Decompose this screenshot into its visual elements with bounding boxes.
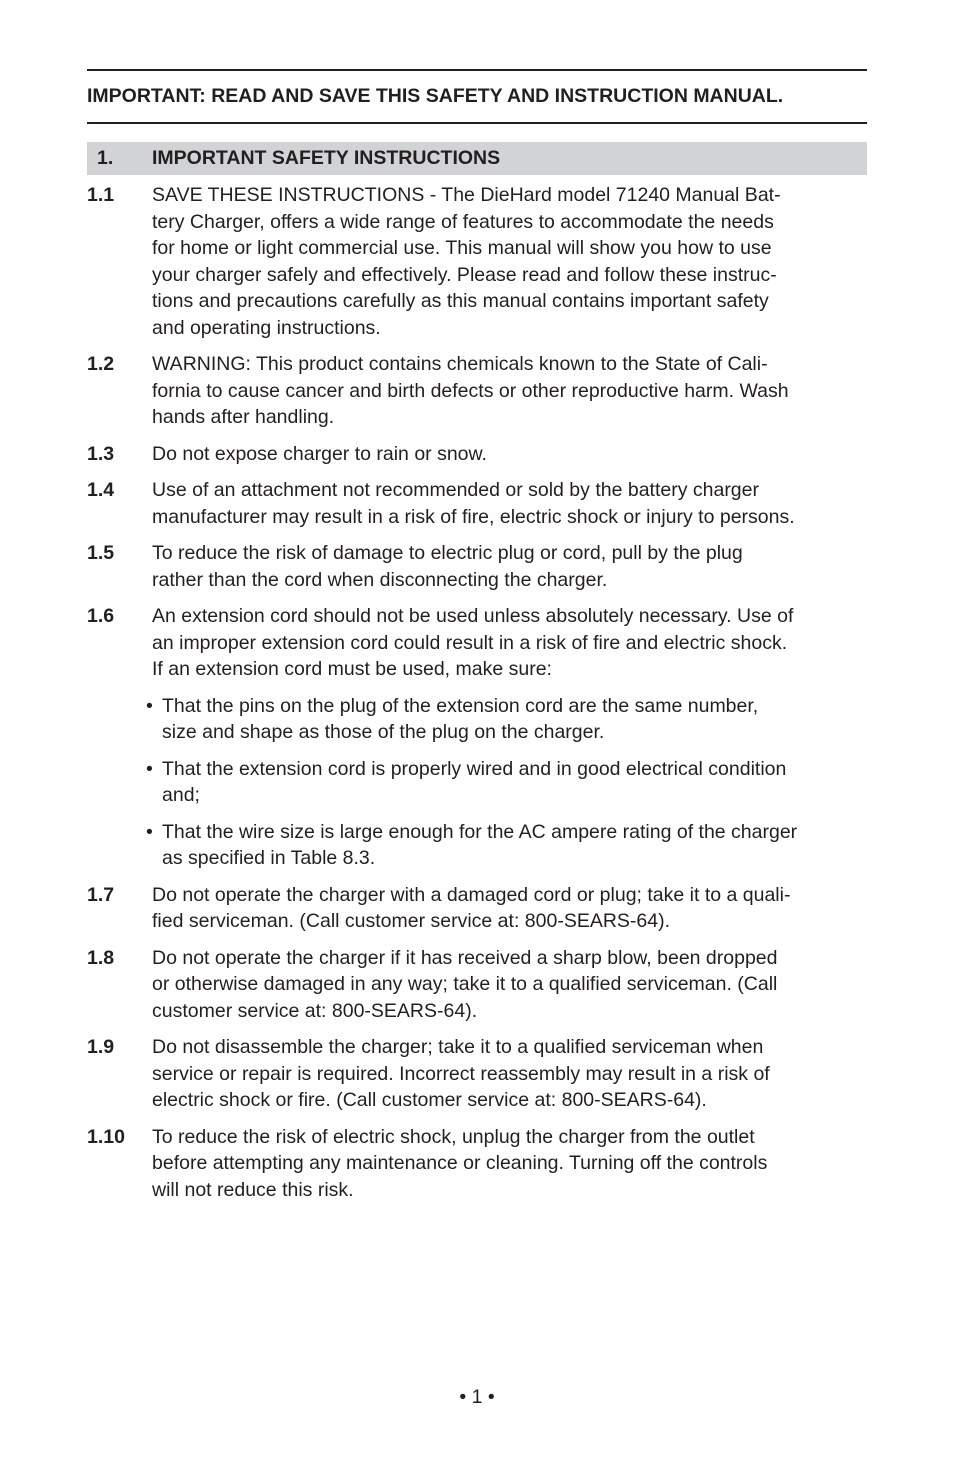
section-number: 1.: [97, 147, 114, 169]
bullet-glyph: •: [146, 757, 153, 780]
banner-bottom-rule: [87, 122, 867, 124]
item-number: 1.3: [87, 442, 115, 465]
instruction-item: [87, 351, 867, 431]
item-text: An extension cord should not be used unless absolutely necessary. Use of an improper extension cord could result in a risk of fire and electric shock. If an extension cord must be used, make sure:: [152, 605, 794, 680]
checklist-text: That the wire size is large enough for the AC ampere rating of the charger as specified in Table 8.3.: [162, 820, 798, 869]
instruction-item: [87, 945, 867, 1025]
instruction-item: [87, 441, 867, 468]
item-text: To reduce the risk of damage to electric plug or cord, pull by the plug rather than the cord when disconnecting the charger.: [152, 542, 743, 591]
checklist-text: That the extension cord is properly wired and in good electrical condition and;: [162, 757, 787, 806]
item-text: Do not operate the charger with a damaged cord or plug; take it to a quali- fied serviceman. (Call customer service at: 800-SEARS-64).: [152, 883, 791, 932]
instruction-item: [87, 540, 867, 593]
item-text: SAVE THESE INSTRUCTIONS - The DieHard model 71240 Manual Bat- tery Charger, offers a wide range of features to accommodate the needs for home or light commercial use. This manual will show you how to use your charger safely and effectively. Please read and follow these instruc- tions and precautions carefully as this manual contains important safety and operating instructions.: [152, 184, 781, 339]
instruction-item: [87, 882, 867, 935]
page-number: • 1 •: [459, 1386, 495, 1408]
item-text: Use of an attachment not recommended or sold by the battery charger manufacturer may result in a risk of fire, electric shock or injury to persons.: [152, 479, 795, 528]
item-number: 1.8: [87, 946, 115, 969]
instruction-item: [87, 477, 867, 530]
section-title: IMPORTANT SAFETY INSTRUCTIONS: [152, 147, 501, 169]
item-number: 1.9: [87, 1036, 115, 1058]
bullet-glyph: •: [146, 820, 153, 843]
instruction-item: [87, 603, 867, 683]
item-text: To reduce the risk of electric shock, unplug the charger from the outlet before attempting any maintenance or cleaning. Turning off the controls will not reduce this risk.: [152, 1125, 768, 1201]
item-text: Do not expose charger to rain or snow.: [152, 442, 487, 465]
checklist-item: [146, 756, 867, 809]
item-number: 1.10: [87, 1125, 125, 1148]
section-heading: [87, 142, 867, 175]
item-text: Do not operate the charger if it has received a sharp blow, been dropped or otherwise damaged in any way; take it to a qualified serviceman. (Call customer service at: 800-SEARS-64).: [152, 946, 778, 1022]
checklist-item: [146, 693, 867, 746]
instruction-list: [87, 182, 867, 1203]
item-number: 1.5: [87, 542, 115, 564]
instruction-item: [87, 182, 867, 341]
important-banner: IMPORTANT: READ AND SAVE THIS SAFETY AND INSTRUCTION MANUAL.: [87, 85, 784, 107]
item-number: 1.4: [87, 479, 115, 501]
instruction-item: [87, 1124, 867, 1204]
item-text: WARNING: This product contains chemicals known to the State of Cali- fornia to cause cancer and birth defects or other reproductive harm. Wash hands after handling.: [152, 353, 789, 428]
checklist-item: [146, 819, 867, 872]
extension-cord-checklist: [146, 693, 867, 872]
checklist-text: That the pins on the plug of the extension cord are the same number, size and shape as those of the plug on the charger.: [162, 694, 759, 743]
instruction-item: [87, 1034, 867, 1114]
item-text: Do not disassemble the charger; take it to a qualified serviceman when service or repair is required. Incorrect reassembly may result in a risk of electric shock or fire. (Call customer service at: 800-SEARS-64).: [152, 1036, 770, 1111]
item-number: 1.1: [87, 184, 115, 206]
item-number: 1.7: [87, 883, 115, 906]
item-number: 1.6: [87, 605, 115, 627]
bullet-glyph: •: [146, 694, 153, 717]
item-number: 1.2: [87, 353, 115, 375]
manual-page: [87, 69, 867, 1213]
